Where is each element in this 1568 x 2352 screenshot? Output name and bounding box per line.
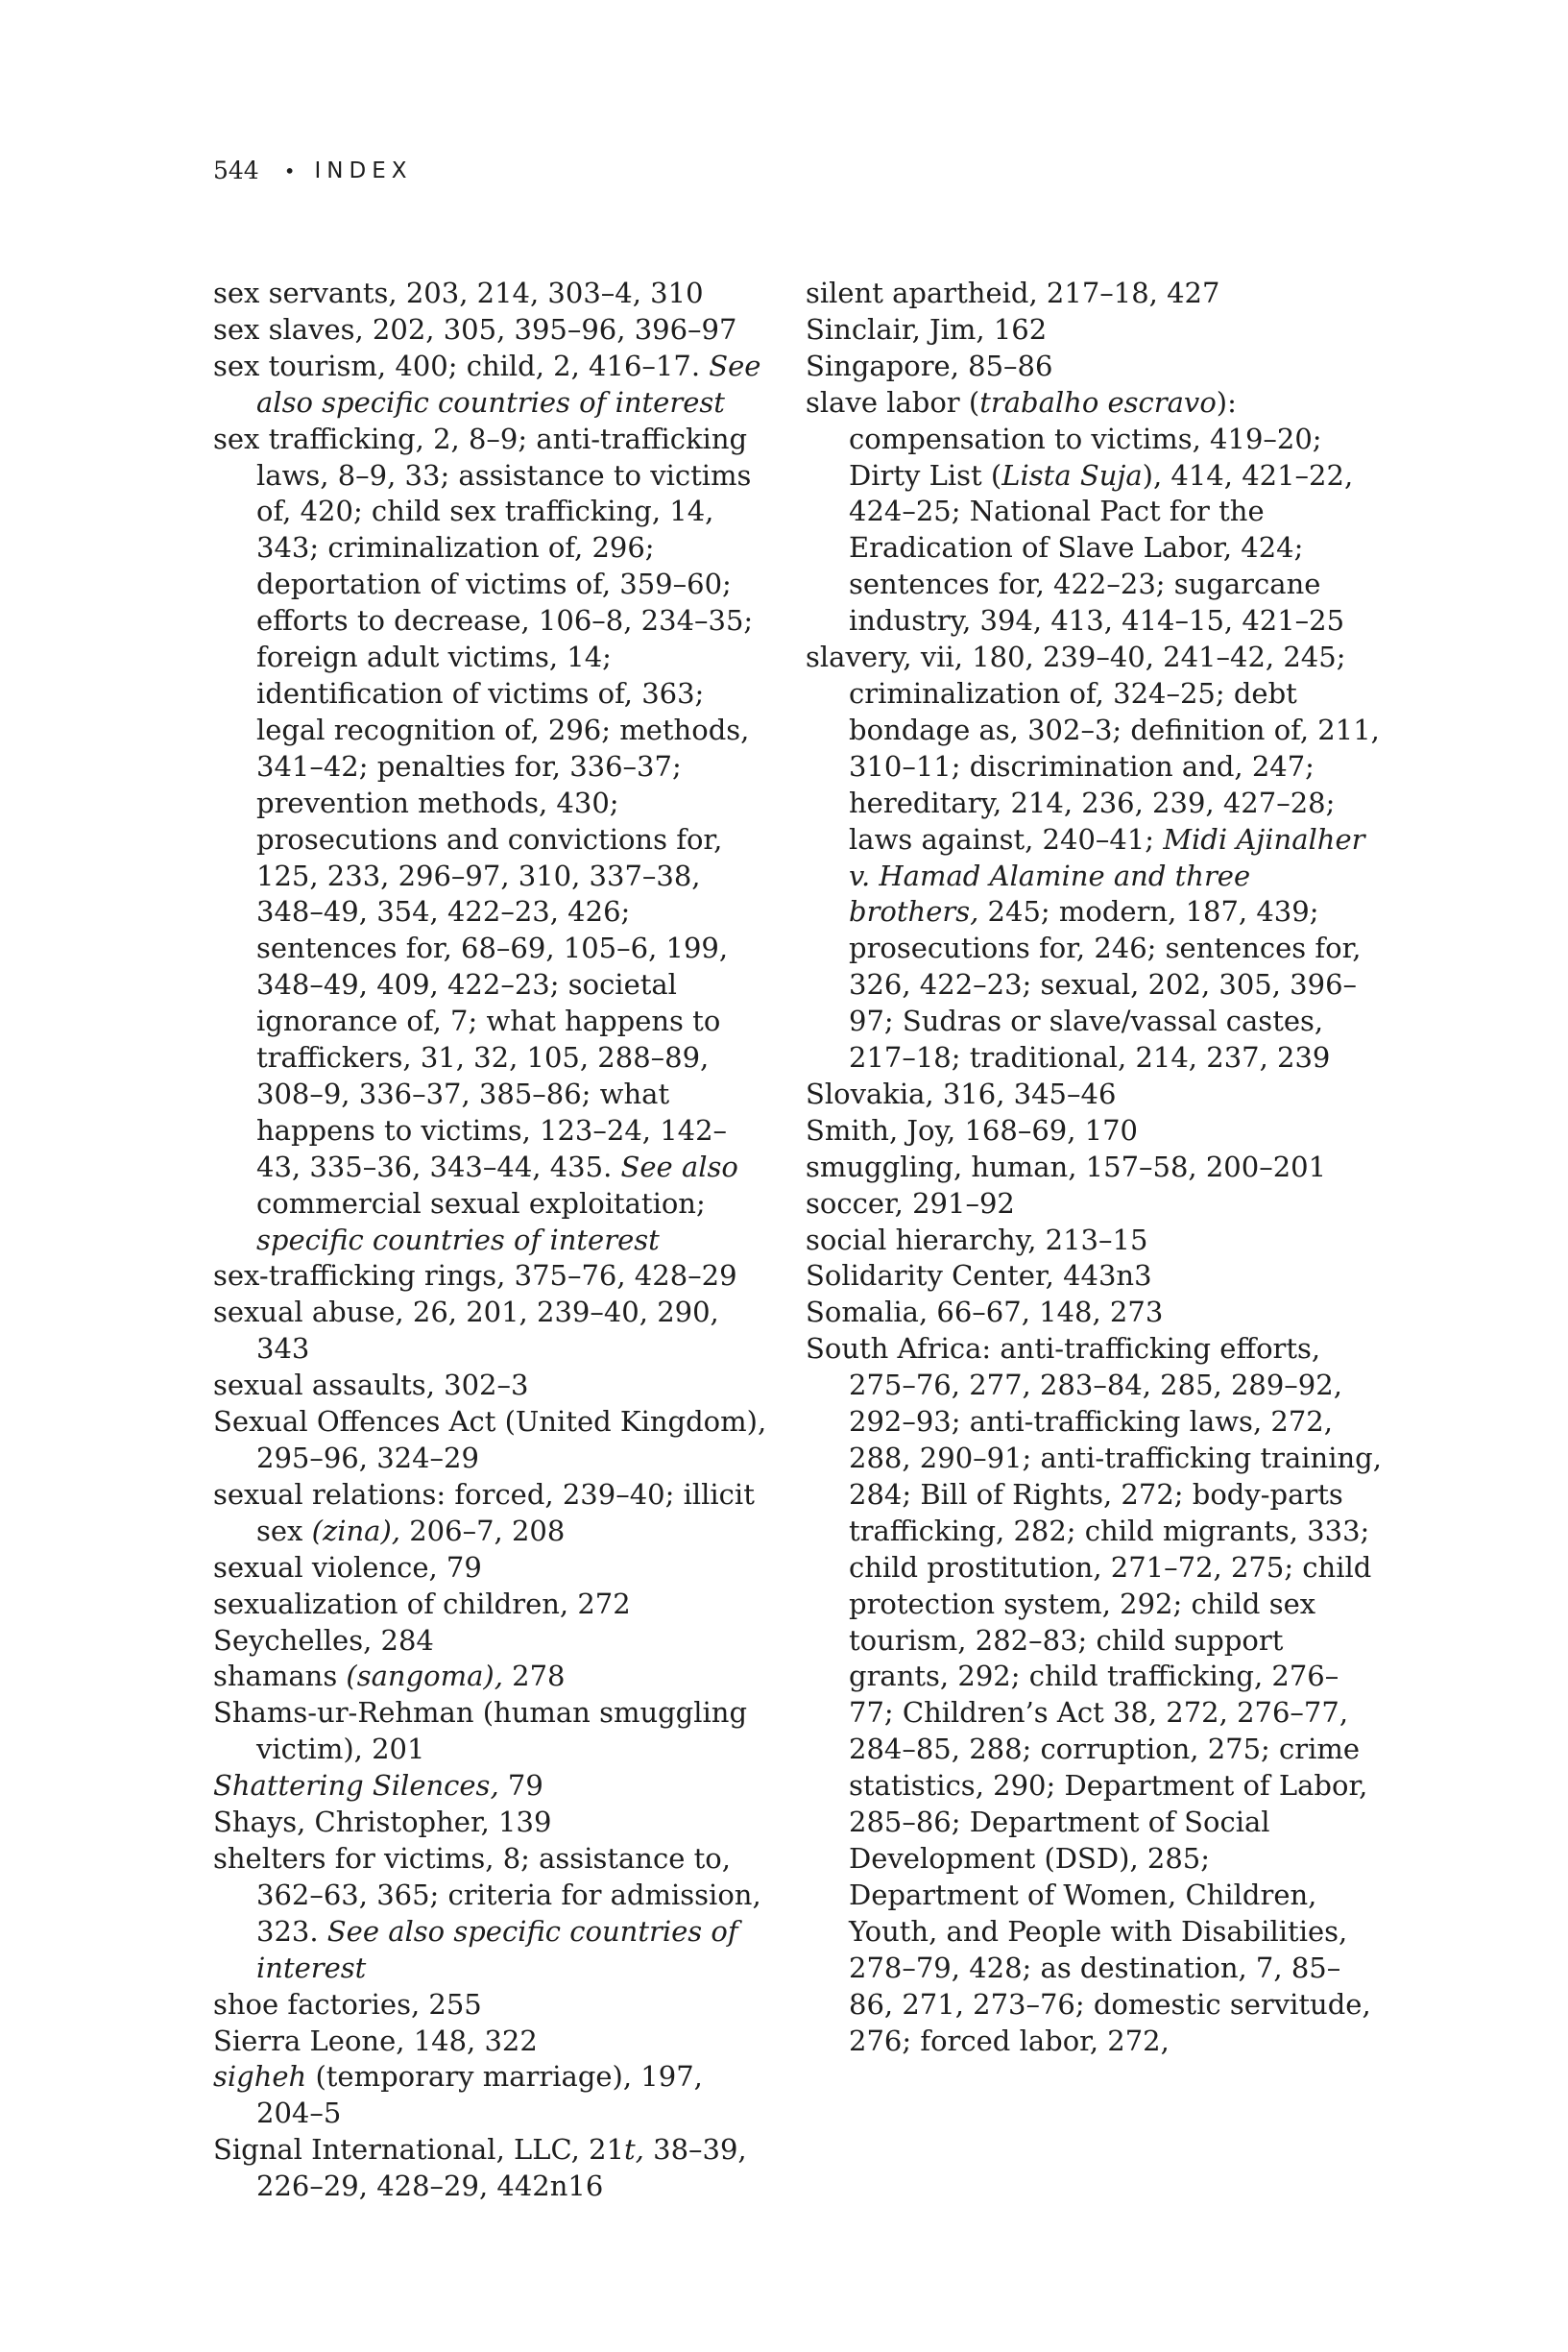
text-run: Shams-ur-Rehman (human smuggling victim), 201 <box>213 1696 748 1766</box>
index-column-left <box>213 276 770 2205</box>
text-run: shelters for victims, 8; assistance to, 362–63, 365; criteria for admission, 323. <box>213 1841 761 1948</box>
text-run: Slovakia, 316, 345–46 <box>806 1077 1117 1110</box>
index-entry <box>213 1404 770 1477</box>
section-title: INDEX <box>314 158 413 183</box>
index-entry <box>806 1113 1382 1150</box>
italic-run: trabalho escravo <box>979 385 1217 419</box>
index-entry <box>213 1477 770 1550</box>
text-run: Somalia, 66–67, 148, 273 <box>806 1296 1164 1329</box>
index-entry <box>806 1186 1382 1223</box>
index-entry <box>213 276 770 312</box>
running-header <box>213 157 413 184</box>
index-entry <box>806 1331 1382 2059</box>
text-run: sexual abuse, 26, 201, 239–40, 290, 343 <box>213 1296 719 1366</box>
text-run: Singapore, 85–86 <box>806 349 1053 382</box>
text-run: sex tourism, 400; child, 2, 416–17. <box>213 349 710 382</box>
text-run: Sinclair, Jim, 162 <box>806 312 1048 346</box>
text-run: sex servants, 203, 214, 303–4, 310 <box>213 277 704 309</box>
text-run: sexual violence, 79 <box>213 1550 482 1584</box>
italic-run: Midi Ajinalher v. Hamad Alamine and three brothers, <box>849 822 1365 929</box>
text-run: shoe factories, 255 <box>213 1987 482 2021</box>
text-run: ): compensation to victims, 419–20; Dirty List ( <box>849 385 1322 492</box>
text-run: social hierarchy, 213–15 <box>806 1223 1148 1256</box>
index-entry <box>213 2132 770 2205</box>
index-entry <box>806 1223 1382 1259</box>
text-run: Sierra Leone, 148, 322 <box>213 2024 538 2057</box>
page-number: 544 <box>213 157 259 184</box>
index-entry <box>806 276 1382 312</box>
text-run: Seychelles, 284 <box>213 1623 434 1657</box>
index-entry <box>213 1841 770 1987</box>
index-entry <box>213 1295 770 1368</box>
text-run: slave labor ( <box>806 385 980 419</box>
text-run: 38–39, 226–29, 428–29, 442n16 <box>256 2133 747 2203</box>
italic-run: (sangoma), <box>346 1660 503 1693</box>
text-run: smuggling, human, 157–58, 200–201 <box>806 1150 1327 1183</box>
text-run: South Africa: anti-trafficking efforts, 275–76, 277, 283–84, 285, 289–92, 292–93; anti-trafficking laws, 272, 288, 290–91; anti-trafficking training, 284; Bill of Rights, 272; body-parts trafficking, 282; child migrants, 333; child prostitution, 271–72, 275; child protection system, 292; child sex tourism, 282–83; child support grants, 292; child trafficking, 276–77; Children’s Act 38, 272, 276–77, 284–85, 288; corruption, 275; crime statistics, 290; Department of Labor, 285–86; Department of Social Development (DSD), 285; Department of Women, Children, Youth, and People with Disabilities, 278–79, 428; as destination, 7, 85–86, 271, 273–76; domestic servitude, 276; forced labor, 272, <box>806 1332 1382 2057</box>
index-entry <box>213 349 770 422</box>
text-run: Signal International, LLC, 21 <box>213 2133 625 2167</box>
index-entry <box>213 1587 770 1623</box>
index-entry <box>213 1623 770 1660</box>
italic-run: sigheh <box>213 2060 307 2094</box>
italic-run: specific countries of interest <box>256 1223 660 1256</box>
index-entry <box>213 1695 770 1768</box>
index-entry <box>213 312 770 349</box>
index-entry <box>213 1550 770 1587</box>
text-run: (temporary marriage), 197, 204–5 <box>256 2060 703 2130</box>
text-run: slavery, vii, 180, 239–40, 241–42, 245; criminalization of, 324–25; debt bondage as, 302–3; definition of, 211, 310–11; discrimination and, 247; hereditary, 214, 236, 239, 427–28; laws against, 240–41; <box>806 641 1380 856</box>
text-run: sexual relations: forced, 239–40; illicit sex <box>213 1477 755 1547</box>
italic-run: See also specific countries of interest <box>256 349 761 419</box>
text-run: sex slaves, 202, 305, 395–96, 396–97 <box>213 312 737 346</box>
text-run: shamans <box>213 1660 347 1693</box>
text-run: commercial sexual exploitation; <box>256 1186 706 1220</box>
text-run: Smith, Joy, 168–69, 170 <box>806 1113 1139 1147</box>
text-run: sex-trafficking rings, 375–76, 428–29 <box>213 1259 737 1293</box>
text-run: 79 <box>498 1769 543 1803</box>
text-run: 278 <box>502 1660 566 1693</box>
index-entry <box>806 1077 1382 1113</box>
text-run: silent apartheid, 217–18, 427 <box>806 277 1220 309</box>
italic-run: See also specific countries of interest <box>256 1914 738 1984</box>
italic-run: (zina), <box>311 1514 400 1547</box>
text-run: 206–7, 208 <box>400 1514 566 1547</box>
index-entry <box>213 2059 770 2132</box>
text-run: soccer, 291–92 <box>806 1186 1015 1220</box>
text-run: ), 414, 421–22, 424–25; National Pact for the Eradication of Slave Labor, 424; sentences for, 422–23; sugarcane industry, 394, 413, 414–15, 421–25 <box>849 458 1354 638</box>
index-entry <box>806 1258 1382 1295</box>
text-run: sexual assaults, 302–3 <box>213 1369 529 1402</box>
index-column-right <box>806 276 1382 2059</box>
text-run: Solidarity Center, 443n3 <box>806 1259 1152 1293</box>
index-entry <box>213 422 770 1259</box>
index-entry <box>213 1768 770 1805</box>
text-run: 245; modern, 187, 439; prosecutions for, 246; sentences for, 326, 422–23; sexual, 202, 305, 396–97; Sudras or slave/vassal castes, 217–18; traditional, 214, 237, 239 <box>849 895 1362 1075</box>
index-entry <box>213 1659 770 1695</box>
index-entry <box>213 2024 770 2060</box>
index-entry <box>806 640 1382 1077</box>
index-entry <box>806 1295 1382 1331</box>
index-entry <box>213 1987 770 2024</box>
index-entry <box>806 312 1382 349</box>
index-entry <box>806 385 1382 640</box>
index-entry <box>213 1258 770 1295</box>
index-entry <box>213 1805 770 1841</box>
text-run: sexualization of children, 272 <box>213 1587 631 1620</box>
index-entry <box>213 1368 770 1404</box>
italic-run: Shattering Silences, <box>213 1769 499 1803</box>
italic-run: t, <box>624 2133 644 2167</box>
index-entry <box>806 349 1382 385</box>
italic-run: Lista Suja <box>1001 458 1143 492</box>
header-bullet: • <box>283 158 296 182</box>
index-entry <box>806 1150 1382 1186</box>
text-run: Shays, Christopher, 139 <box>213 1806 552 1839</box>
text-run: Sexual Offences Act (United Kingdom), 295–96, 324–29 <box>213 1405 767 1474</box>
text-run: sex trafficking, 2, 8–9; anti-trafficking laws, 8–9, 33; assistance to victims of, 420; child sex trafficking, 14, 343; criminalization of, 296; deportation of victims of, 359–60; efforts to decrease, 106–8, 234–35; foreign adult victims, 14; identification of victims of, 363; legal recognition of, 296; methods, 341–42; penalties for, 336–37; prevention methods, 430; prosecutions and convictions for, 125, 233, 296–97, 310, 337–38, 348–49, 354, 422–23, 426; sentences for, 68–69, 105–6, 199, 348–49, 409, 422–23; societal ignorance of, 7; what happens to traffickers, 31, 32, 105, 288–89, 308–9, 336–37, 385–86; what happens to victims, 123–24, 142–43, 335–36, 343–44, 435. <box>213 422 754 1183</box>
italic-run: See also <box>620 1150 738 1183</box>
